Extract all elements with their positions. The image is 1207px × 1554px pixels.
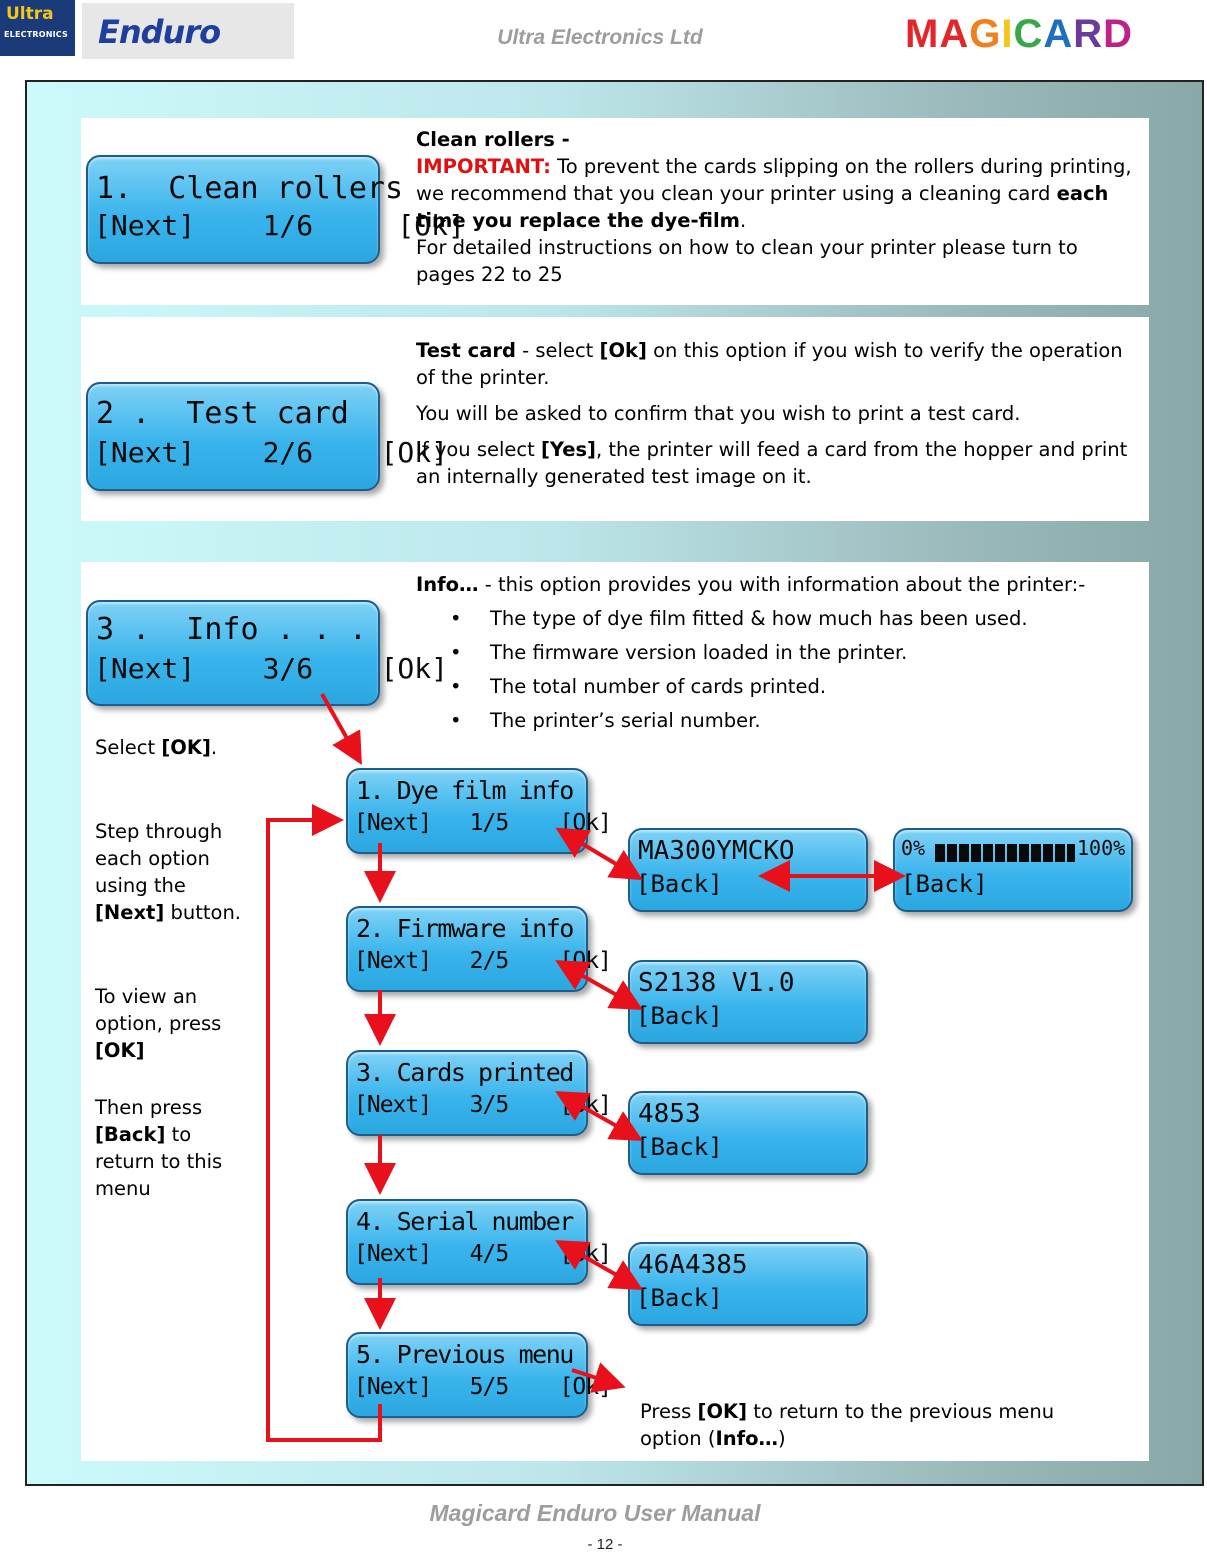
lcd-firmware-info: 2. Firmware info [Next] 2/5 [Ok] [346,906,588,992]
list-item: • The printer’s serial number. [450,709,761,732]
magicard-logo: MAGICARD [905,12,1134,56]
arrow-cards-result [576,1103,636,1137]
lcd-cards-printed: 3. Cards printed [Next] 3/5 [Ok] [346,1050,588,1136]
usage-end-label: 100% [1077,836,1126,860]
test-card-confirm-text: You will be asked to confirm that you wish to print a test card. [416,402,1021,425]
important-label: IMPORTANT: [416,155,551,178]
press-ok-return-text: Press [OK] to return to the previous menu option (Info…) [640,1400,1055,1450]
lcd-line2: [Next] 1/6 [Ok] [94,209,465,242]
lcd-serial-number-result: 46A4385 [Back] [628,1242,868,1326]
list-item: • The type of dye film fitted & how much has been used. [450,607,1028,630]
lcd-line2: [Next] 2/6 [Ok] [94,436,449,469]
lcd-line1: 2 . Test card [96,396,349,431]
info-intro: Info… - this option provides you with information about the printer:- [416,573,1086,596]
list-item: • The total number of cards printed. [450,675,827,698]
select-ok-text: Select [OK]. [95,736,218,759]
ultra-logo-text: Ultra [6,4,54,24]
lcd-line1: 3 . Info . . . [96,612,367,647]
lcd-line2: [Next] 3/6 [Ok] [94,652,449,685]
arrow-loop-back [268,820,380,1440]
footer-title: Magicard Enduro User Manual [429,1500,761,1526]
clean-rollers-detail: For detailed instructions on how to clean your printer please turn to pages 22 to 25 [416,236,1078,286]
arrow-dyefilm-result [576,840,636,876]
lcd-serial-number: 4. Serial number [Next] 4/5 [Ok] [346,1199,588,1285]
step-through-text: Step through each option using the [Next] button. [95,820,241,924]
list-item: • The firmware version loaded in the printer. [450,641,908,664]
test-card-heading: Test card [416,339,516,362]
electronics-logo-text: ELECTRONICS [4,30,68,39]
lcd-dye-film-info: 1. Dye film info [Next] 1/5 [Ok] [346,768,588,854]
header-title: Ultra Electronics Ltd [497,26,703,49]
lcd-cards-printed-result: 4853 [Back] [628,1091,868,1175]
test-card-text: Test card - select [Ok] on this option if you wish to verify the operation of the printer. You will be asked to confirm that you wish to print a test card. If you select [Yes], the printer will feed a card from the hopper and print an internally generated test image on it. [416,337,1136,490]
clean-rollers-heading: Clean rollers - [416,128,570,151]
page-number: - 12 - [587,1536,623,1553]
arrow-info-to-dyefilm [322,694,358,758]
clean-rollers-text: Clean rollers - IMPORTANT: To prevent the cards slipping on the rollers during printing, we recommend that you clean your printer using a cleaning card each time you replace the dye-film. For detailed instructions on how to clean your printer please turn to pages 22 to 25 [416,128,1132,286]
arrow-previous-menu [572,1370,618,1385]
arrow-firmware-result [576,972,636,1006]
info-heading: Info… [416,573,479,596]
usage-start-label: 0% [901,836,926,860]
lcd-firmware-result: S2138 V1.0 [Back] [628,960,868,1044]
lcd-dye-film-result: MA300YMCKO [Back] [628,828,868,912]
lcd-line1: 1. Clean rollers [96,171,404,206]
enduro-logo-text: Enduro [98,13,221,51]
then-back-text: Then press [Back] to return to this menu [95,1096,223,1200]
lcd-dye-film-usage: 0% 100% [Back] [893,828,1133,912]
view-option-text: To view an option, press [OK] [95,985,222,1062]
arrow-serial-result [576,1252,636,1286]
lcd-previous-menu: 5. Previous menu [Next] 5/5 [Ok] [346,1332,588,1418]
